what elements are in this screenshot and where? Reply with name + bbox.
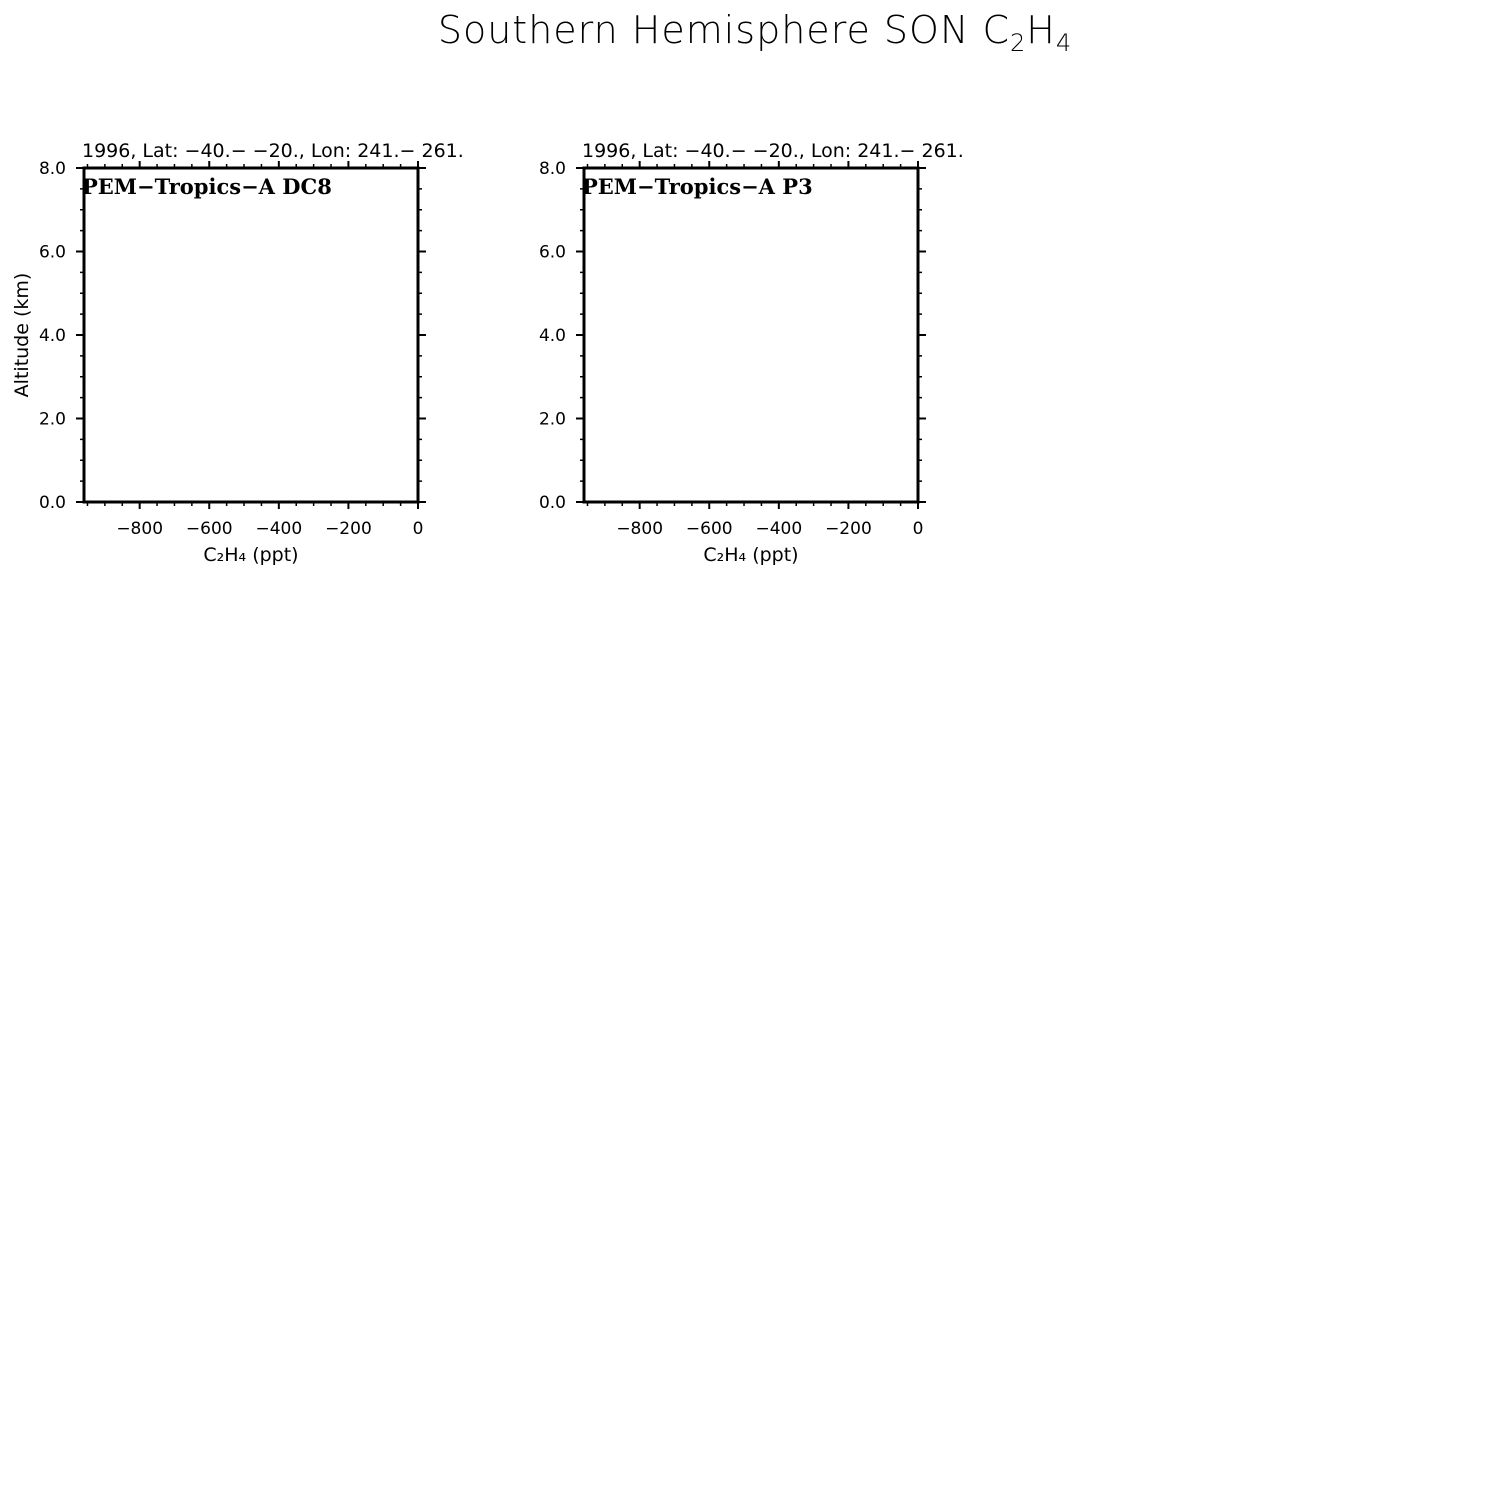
x-tick-label: −800 bbox=[616, 519, 664, 539]
x-tick-label: −200 bbox=[825, 519, 872, 539]
y-tick-label: 2.0 bbox=[538, 409, 566, 430]
y-tick-label: 6.0 bbox=[538, 242, 566, 263]
chart-subtitle: 1996, Lat: −40.− −20., Lon: 241.− 261. bbox=[82, 140, 464, 162]
x-tick-label: −600 bbox=[185, 519, 233, 539]
page-title: Southern Hemisphere SON $C_2H_4$ bbox=[437, 8, 1073, 57]
x-tick-label: −600 bbox=[685, 519, 733, 539]
y-axis-title: Altitude (km) bbox=[11, 272, 33, 398]
y-tick-label: 2.0 bbox=[38, 409, 66, 430]
chart-subtitle: 1996, Lat: −40.− −20., Lon: 241.− 261. bbox=[582, 140, 964, 162]
y-tick-label: 4.0 bbox=[38, 326, 66, 346]
x-tick-label: −800 bbox=[116, 519, 164, 539]
x-tick-label: −400 bbox=[755, 519, 803, 539]
y-tick-label: 0.0 bbox=[538, 493, 566, 513]
plot-frame bbox=[584, 168, 918, 502]
x-tick-label: 0 bbox=[412, 519, 424, 539]
y-tick-label: 0.0 bbox=[38, 493, 66, 513]
plot-frame bbox=[84, 168, 418, 502]
y-tick-label: 6.0 bbox=[38, 242, 66, 263]
dataset-label: PEM−Tropics−A P3 bbox=[582, 174, 813, 199]
y-tick-label: 4.0 bbox=[538, 326, 566, 346]
chart-right bbox=[500, 0, 1060, 580]
x-axis-title: C₂H₄ (ppt) bbox=[203, 544, 299, 566]
chart-left bbox=[0, 0, 560, 580]
y-tick-label: 8.0 bbox=[538, 159, 566, 179]
y-tick-label: 8.0 bbox=[38, 159, 66, 179]
x-tick-label: −400 bbox=[255, 519, 303, 539]
x-tick-label: −200 bbox=[325, 519, 372, 539]
x-axis-title: C₂H₄ (ppt) bbox=[703, 544, 799, 566]
dataset-label: PEM−Tropics−A DC8 bbox=[82, 174, 332, 199]
x-tick-label: 0 bbox=[912, 519, 924, 539]
